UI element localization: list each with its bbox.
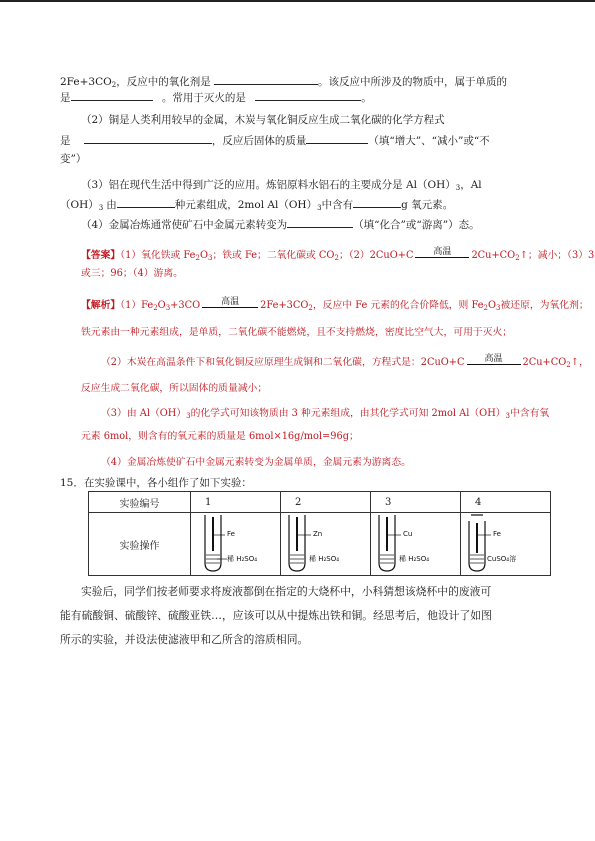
question-4-line: （4）金属冶炼通常使矿石中金属元素转变为 （填“化合”或“游离”）态。 xyxy=(81,216,480,232)
test-tube-cell xyxy=(191,513,281,576)
question-3-line: （3）铝在现代生活中得到广泛的应用。炼铝原料水铝石的主要成分是 $Al(OH)_3$，Al xyxy=(81,179,482,192)
text-line: $2Fe+3CO_2$，反应中的氧化剂是 。该反应中所涉及的物质中，属于单质的 xyxy=(60,73,507,92)
experiment-number: 1 xyxy=(191,492,281,513)
analysis-line: 元素 6mol，则含有的氧元素的质量是 6mol×16g/mol=96g； xyxy=(81,431,359,442)
experiment-number: 3 xyxy=(371,492,461,513)
question-2-line: 变”） xyxy=(60,153,87,165)
test-tube-cell xyxy=(281,513,371,576)
analysis-line: （4）金属冶炼使矿石中金属元素转变为金属单质，金属元素为游离态。 xyxy=(101,457,411,468)
analysis-tag: 【解析】 xyxy=(81,300,121,311)
fill-blank[interactable] xyxy=(353,196,401,208)
answer-tag: 【答案】 xyxy=(81,250,121,261)
question-2-line: 是 ，反应后固体的质量 （填“增大”、“减小”或“不 xyxy=(60,132,490,148)
fill-blank[interactable] xyxy=(84,132,212,144)
page-top-rule xyxy=(0,0,595,2)
test-tube-icon xyxy=(281,513,370,575)
test-tube-icon xyxy=(461,513,550,575)
experiment-number: 2 xyxy=(281,492,371,513)
solution-label: 稀 H₂SO₄ xyxy=(227,555,258,563)
solution-label: 稀 H₂SO₄ xyxy=(309,555,340,563)
solution-label: CuSO₄溶 xyxy=(487,555,517,563)
reaction-condition: 高温 xyxy=(467,354,521,365)
question-3-line: $(OH)_3$ 由 种元素组成，2mol $Al(OH)_3$中含有 g 氧元素。 xyxy=(60,196,453,215)
analysis-line: 铁元素由一种元素组成，是单质，二氧化碳不能燃烧，且不支持燃烧，密度比空气大，可用于灭火； xyxy=(81,327,513,338)
reaction-condition: 高温 xyxy=(202,297,258,308)
paragraph-line: 实验后，同学们按老师要求将废液都倒在指定的大烧杯中，小科猜想该烧杯中的废液可 xyxy=(81,585,492,598)
fill-blank[interactable] xyxy=(71,89,153,101)
metal-label: Fe xyxy=(493,530,501,538)
test-tube-cell xyxy=(371,513,461,576)
experiment-table xyxy=(88,491,551,576)
reaction-condition: 高温 xyxy=(415,247,469,258)
solution-label: 稀 H₂SO₄ xyxy=(399,555,430,563)
fill-blank[interactable] xyxy=(287,216,353,228)
test-tube-icon xyxy=(371,513,460,575)
analysis-line: （2）木炭在高温条件下和氧化铜反应原理生成铜和二氧化碳，方程式是：2CuO+C 高温 $2Cu+CO_2↑$， xyxy=(101,354,589,369)
experiment-number: 4 xyxy=(461,492,551,513)
answer-line: 【答案】（1）氧化铁或 $Fe_2O_3$；铁或 Fe；二氧化碳或 $CO_2$；（2）2CuO+C 高温 $2Cu+CO_2↑$；减小；（3）3 xyxy=(81,247,595,262)
table-header-label: 实验编号 xyxy=(89,492,191,513)
fill-blank[interactable] xyxy=(214,73,318,85)
test-tube-cell xyxy=(461,513,551,576)
question-15-title: 15．在实验课中，各小组作了如下实验： xyxy=(60,477,252,489)
paragraph-line: 能有硫酸铜、硫酸锌、硫酸亚铁…，应该可以从中提炼出铁和铜。经思考后，他设计了如图 xyxy=(60,609,492,622)
text-line: 是 。常用于灭火的是 。 xyxy=(60,89,372,105)
paragraph-line: 所示的实验，并设法使滤液甲和乙所含的溶质相同。 xyxy=(60,633,309,646)
question-2-line: （2）铜是人类利用较早的金属，木炭与氧化铜反应生成二氧化碳的化学方程式 xyxy=(81,114,445,126)
answer-line: 或三；96；（4）游离。 xyxy=(81,268,183,279)
metal-label: Cu xyxy=(403,530,413,538)
test-tube-icon xyxy=(191,513,280,575)
metal-label: Zn xyxy=(313,530,323,538)
analysis-line: 【解析】$(1)Fe_2O_3+3CO$ 高温 $2Fe+3CO_2$，反应中 Fe 元素的化合价降低，则 $Fe_2O_3$被还原，为氧化剂； xyxy=(81,297,589,312)
table-row-label: 实验操作 xyxy=(89,513,191,576)
analysis-line: 反应生成二氧化碳，所以固体的质量减小； xyxy=(81,383,268,394)
fill-blank[interactable] xyxy=(306,132,368,144)
analysis-line: （3）由 $Al(OH)_3$的化学式可知该物质由 3 种元素组成，由其化学式可知 2mol $Al(OH)_3$中含有氧 xyxy=(101,408,550,420)
fill-blank[interactable] xyxy=(117,196,175,208)
fill-blank[interactable] xyxy=(255,89,361,101)
metal-label: Fe xyxy=(227,530,235,538)
